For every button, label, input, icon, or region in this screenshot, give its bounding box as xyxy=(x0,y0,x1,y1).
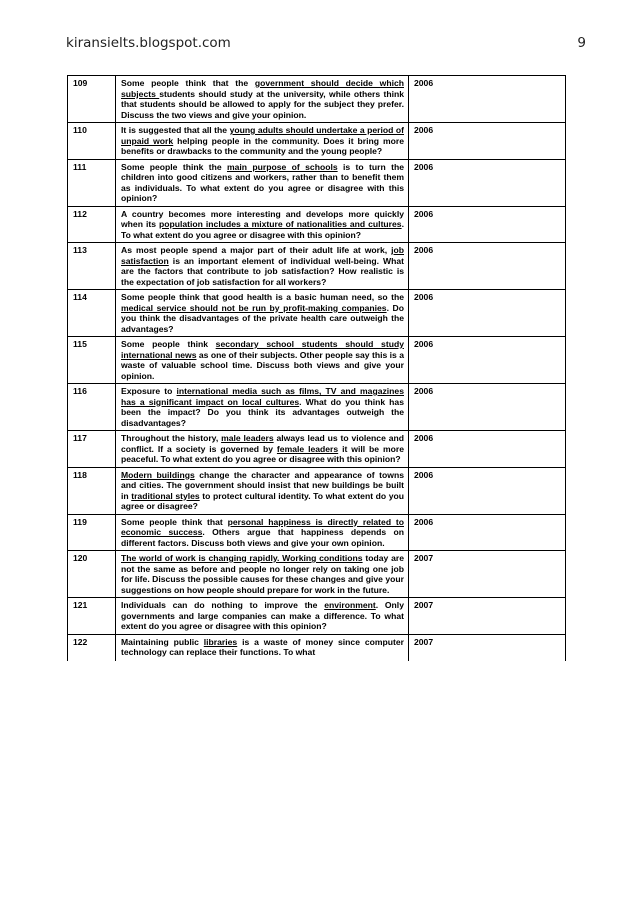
table-row xyxy=(68,634,566,661)
site-url: kiransielts.blogspot.com xyxy=(66,35,231,51)
table-row xyxy=(68,123,566,160)
topic-question xyxy=(116,634,409,661)
underlined-keyword: young adults should undertake a period of unpaid work xyxy=(121,125,404,146)
underlined-keyword: traditional styles xyxy=(131,490,200,501)
topic-year: 2007 xyxy=(409,634,566,661)
underlined-keyword: personal happiness is directly related to economic success xyxy=(121,516,404,537)
topic-number: 120 xyxy=(68,551,116,598)
topic-question xyxy=(116,206,409,243)
page-number: 9 xyxy=(577,35,586,51)
table-row xyxy=(68,384,566,431)
table-row xyxy=(68,290,566,337)
question-text: Some people think that the xyxy=(121,78,255,88)
topic-year: 2006 xyxy=(409,76,566,123)
question-text: . Others argue that happiness depends on different factors. Discuss both views and give your own opinion. xyxy=(121,527,405,548)
table-row xyxy=(68,551,566,598)
question-text: to protect cultural identity. To what extent do you agree or disagree? xyxy=(121,490,404,511)
underlined-keyword: female leaders xyxy=(276,443,339,454)
table-row xyxy=(68,514,566,551)
question-text: Individuals can do nothing to improve the xyxy=(121,600,325,610)
topic-year: 2006 xyxy=(409,384,566,431)
table-row xyxy=(68,76,566,123)
table-row xyxy=(68,159,566,206)
table-row xyxy=(68,206,566,243)
question-text: Some people think the xyxy=(121,161,227,172)
table-row xyxy=(68,431,566,468)
question-text: . What do you think has been the impact? Do you think its advantages outweigh the disadvantages? xyxy=(121,396,404,428)
underlined-keyword: population includes a mixture of nationalities and cultures xyxy=(159,219,402,229)
topic-question xyxy=(116,243,409,290)
topic-year: 2007 xyxy=(409,598,566,635)
question-text: is an important element of individual well-being. What are the factors that contribute to job satisfaction? How realistic is the expectation of job satisfaction for all workers? xyxy=(121,255,404,287)
topic-question xyxy=(116,514,409,551)
topic-question xyxy=(116,159,409,206)
question-text: change the character and appearance of towns and cities. The government should insist that new buildings be built in xyxy=(121,469,405,501)
underlined-keyword: main purpose of schools xyxy=(226,161,338,172)
topic-year: 2006 xyxy=(409,123,566,160)
topic-year: 2006 xyxy=(409,243,566,290)
topic-number: 111 xyxy=(68,159,116,206)
topic-question xyxy=(116,337,409,384)
question-text: Some people think that good health is a basic human need, so the xyxy=(121,292,404,302)
topic-number: 122 xyxy=(68,634,116,661)
topic-number: 110 xyxy=(68,123,116,160)
question-text: always lead us to violence and conflict. If a society is governed by xyxy=(121,433,405,454)
underlined-keyword: international media such as films, TV and magazines has a significant impact on local cultures xyxy=(121,386,404,407)
question-text: it will be more peaceful. To what extent do you agree or disagree with this opinion? xyxy=(121,443,404,464)
table-row xyxy=(68,337,566,384)
question-text: It is suggested that all the xyxy=(121,125,230,135)
topic-year: 2006 xyxy=(409,514,566,551)
topic-question xyxy=(116,431,409,468)
topic-number: 121 xyxy=(68,598,116,635)
question-text: . Do you think the disadvantages of the private health care outweigh the advantages? xyxy=(121,302,404,334)
topic-question xyxy=(116,76,409,123)
question-text: Some people think that xyxy=(121,516,228,527)
topic-question xyxy=(116,123,409,160)
underlined-keyword: job satisfaction xyxy=(121,245,404,266)
page-header xyxy=(66,35,586,51)
question-text: Throughout the history, xyxy=(121,433,222,443)
question-text: as one of their subjects. Other people say this is a waste of valuable school time. Discuss both views and give your opinion. xyxy=(121,349,405,381)
topic-number: 113 xyxy=(68,243,116,290)
question-text: As most people spend a major part of their adult life at work, xyxy=(121,245,392,255)
topic-year: 2006 xyxy=(409,159,566,206)
topic-year: 2006 xyxy=(409,431,566,468)
question-text: is a waste of money since computer technology can replace their functions. To what xyxy=(121,636,404,657)
topic-question xyxy=(116,598,409,635)
underlined-keyword: male leaders xyxy=(221,433,274,443)
topic-question xyxy=(116,467,409,514)
topic-year: 2006 xyxy=(409,337,566,384)
question-text: is to turn the children into good citizens and workers, rather than to benefit them as individuals. To what extent do you agree or disagree with this opinion? xyxy=(121,161,404,203)
essay-topics-table xyxy=(67,75,566,661)
underlined-keyword: The world of work is changing rapidly. Working conditions xyxy=(121,553,363,563)
topic-number: 109 xyxy=(68,76,116,123)
underlined-keyword: medical service should not be run by profit-making companies xyxy=(121,302,387,313)
question-text: Exposure to xyxy=(121,386,177,396)
underlined-keyword: secondary school students should study international news xyxy=(121,339,404,360)
table-row xyxy=(68,467,566,514)
topic-question xyxy=(116,551,409,598)
question-text: A country becomes more interesting and develops more quickly when its xyxy=(121,208,404,229)
topic-number: 115 xyxy=(68,337,116,384)
topic-number: 119 xyxy=(68,514,116,551)
question-text: students should study at the university, while others think that students should be allowed to apply for the subject they prefer. Discuss the two views and give your opinion. xyxy=(121,88,404,120)
question-text: today are not the same as before and people no longer rely on taking one job for life. Discuss the possible causes for these changes and give your suggestions on how people should prepare for work in the future. xyxy=(121,553,404,595)
question-text: helping people in the community. Does it bring more benefits or drawbacks to the community and the young people? xyxy=(121,135,404,156)
topic-year: 2006 xyxy=(409,206,566,243)
topic-number: 116 xyxy=(68,384,116,431)
topic-question xyxy=(116,384,409,431)
question-text: Maintaining public xyxy=(121,636,204,647)
topic-year: 2007 xyxy=(409,551,566,598)
topic-question xyxy=(116,290,409,337)
topic-number: 117 xyxy=(68,431,116,468)
question-text: . To what extent do you agree or disagree with this opinion? xyxy=(121,219,404,240)
topic-number: 112 xyxy=(68,206,116,243)
question-text: . Only governments and large companies can make a difference. To what extent do you agree or disagree with this opinion? xyxy=(121,600,404,631)
topic-number: 118 xyxy=(68,467,116,514)
question-text: Some people think xyxy=(121,339,216,349)
underlined-keyword: libraries xyxy=(203,636,238,647)
underlined-keyword: environment xyxy=(324,600,376,610)
table-row xyxy=(68,598,566,635)
underlined-keyword: Modern buildings xyxy=(121,469,195,480)
underlined-keyword: government should decide which subjects xyxy=(121,78,404,99)
topic-year: 2006 xyxy=(409,290,566,337)
topic-number: 114 xyxy=(68,290,116,337)
table-row xyxy=(68,243,566,290)
topic-year: 2006 xyxy=(409,467,566,514)
